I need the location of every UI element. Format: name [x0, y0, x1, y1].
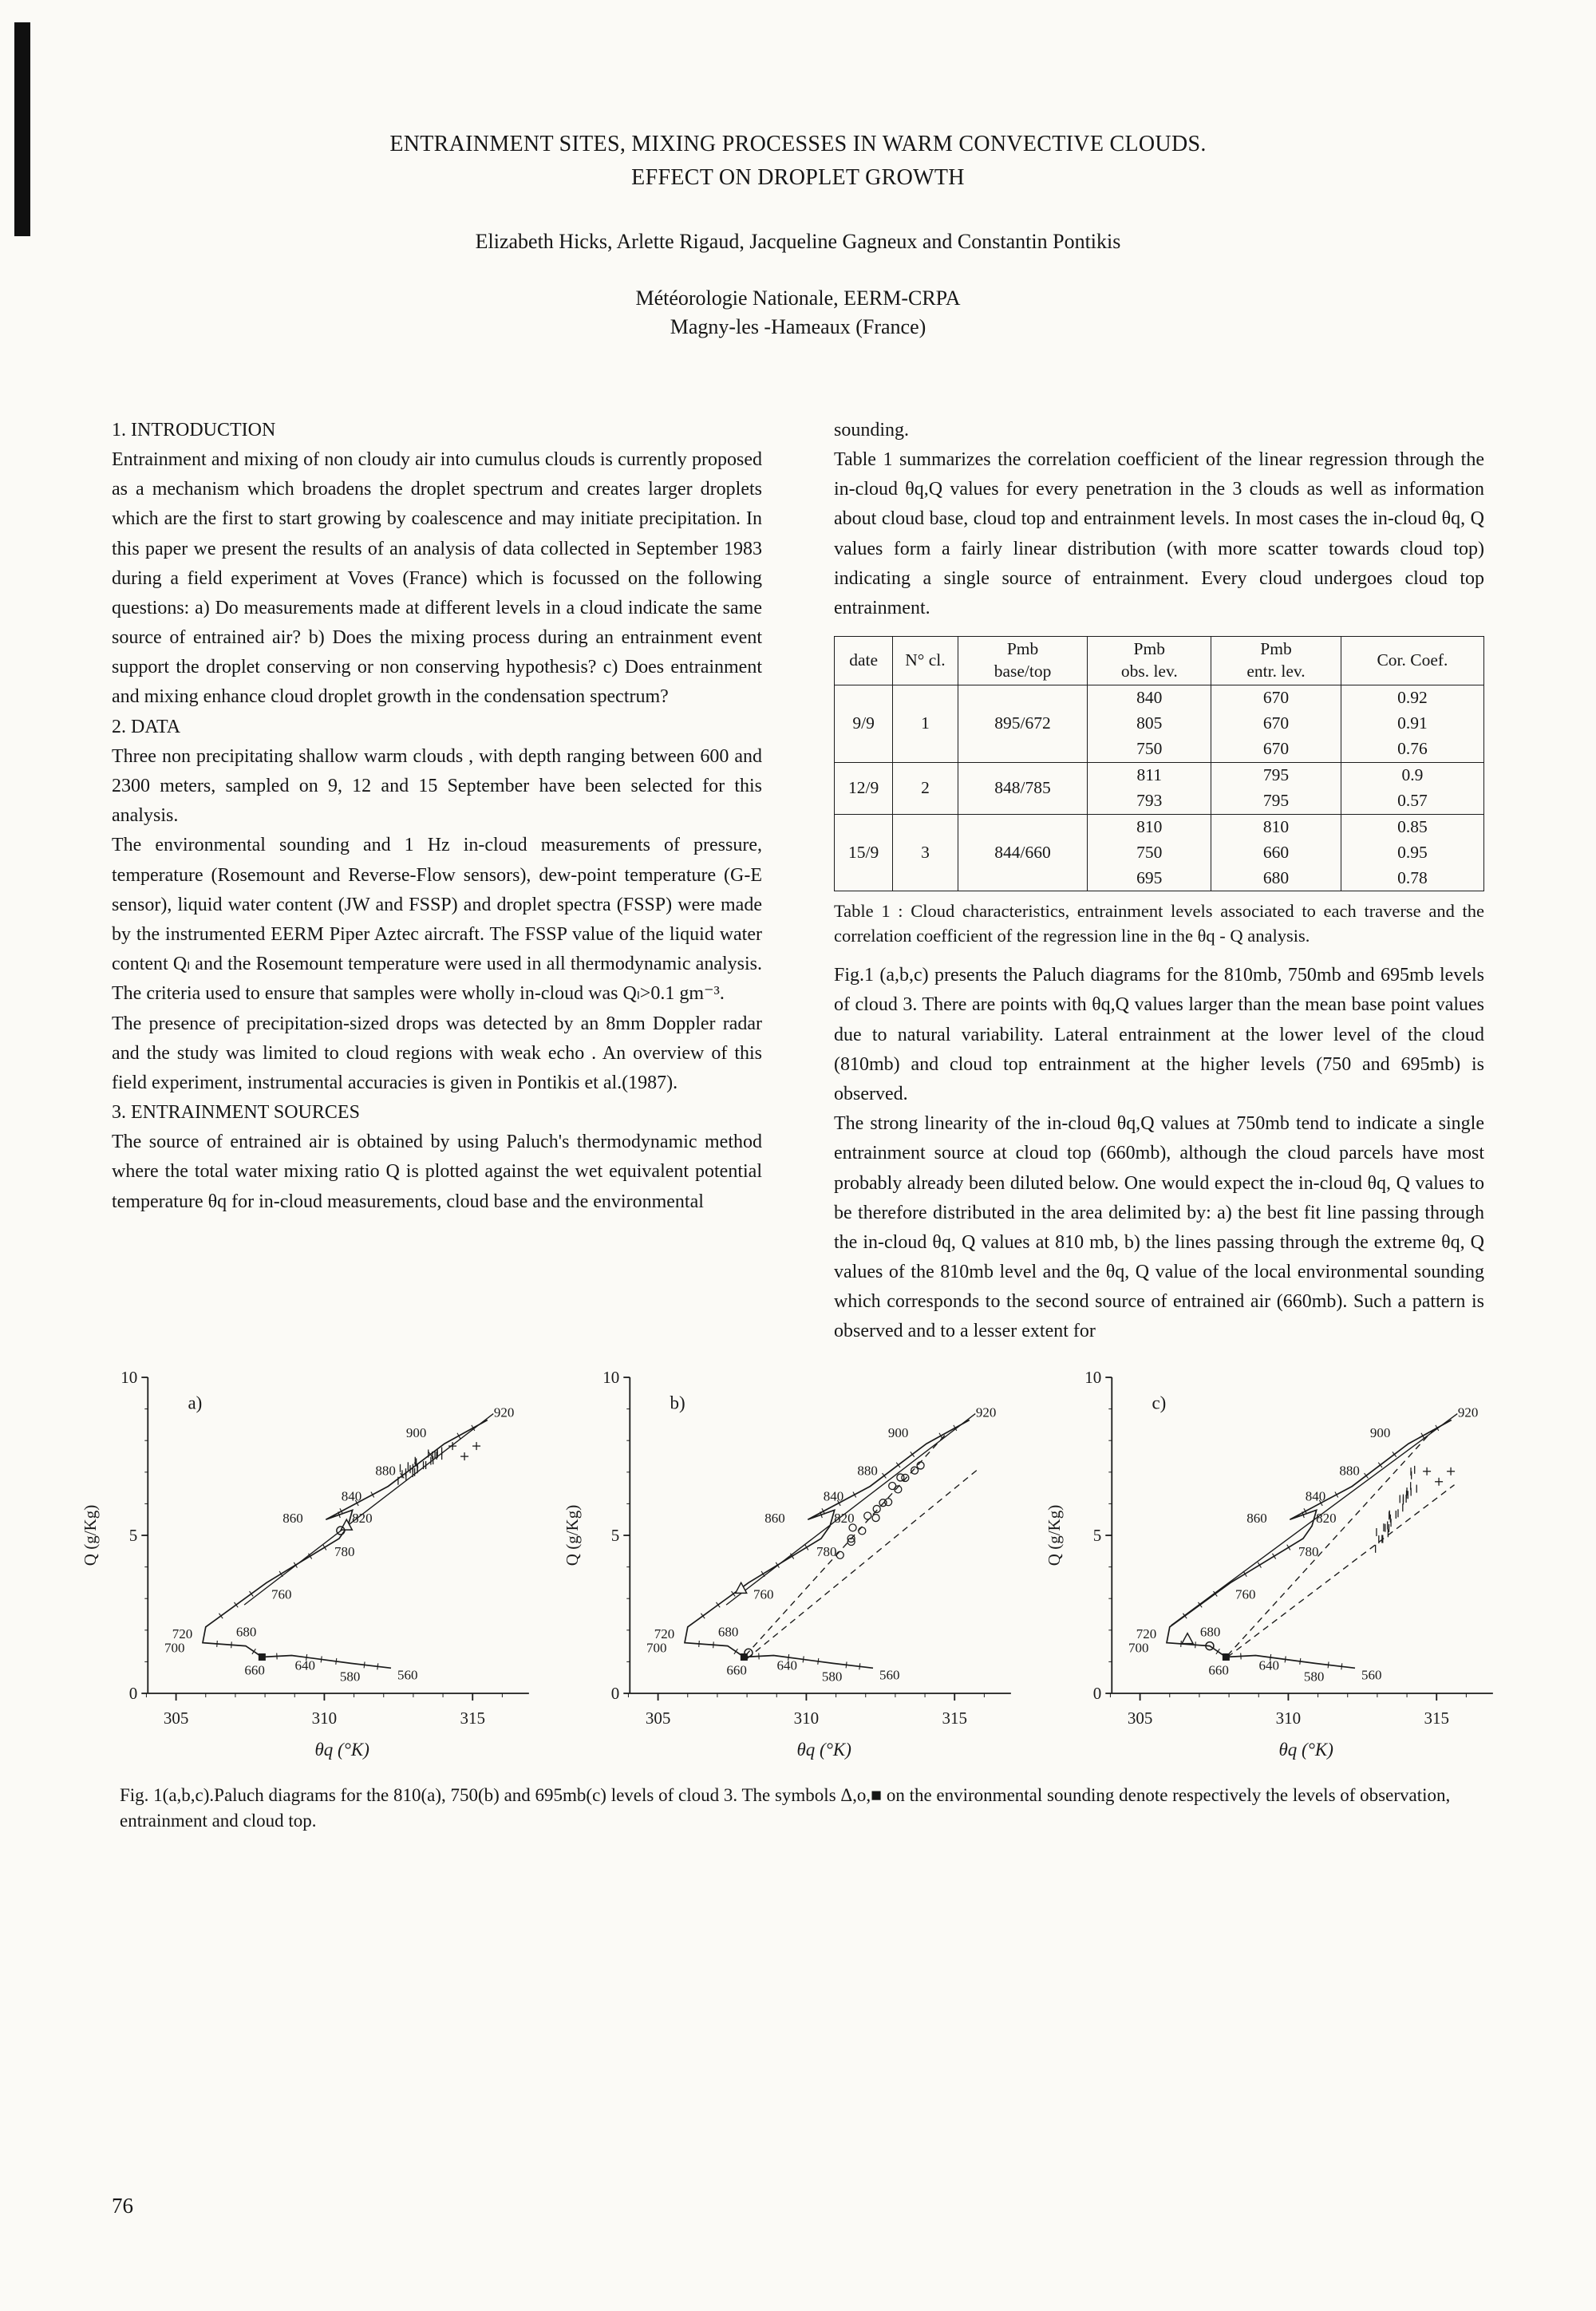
pressure-level-label: 780	[1298, 1543, 1319, 1559]
pressure-level-label: 680	[1199, 1624, 1221, 1640]
pressure-level-label: 700	[164, 1640, 185, 1656]
pressure-level-label: 820	[352, 1510, 373, 1526]
table-cell-entr-level: 680	[1211, 866, 1341, 891]
pressure-level-label: 560	[1361, 1666, 1382, 1682]
right-column-pre-table	[834, 416, 1484, 623]
table-cell-entr-level: 670	[1211, 737, 1341, 762]
table-header-line: date	[849, 650, 879, 670]
body-columns	[112, 416, 1484, 1347]
pressure-level-label: 560	[879, 1666, 900, 1682]
pressure-level-label: 720	[654, 1626, 675, 1641]
table-1-caption: Table 1 : Cloud characteristics, entrainment levels associated to each traverse and the correlation coefficient of the regression line in the θq - Q analysis.	[834, 901, 1484, 946]
pressure-level-label: 640	[294, 1657, 316, 1673]
pressure-level-label: 860	[282, 1510, 303, 1526]
affiliation	[0, 284, 1596, 342]
x-tick-label: 305	[645, 1708, 671, 1728]
pressure-level-label: 840	[1305, 1487, 1326, 1503]
table-cell-obs-level: 805	[1088, 711, 1211, 737]
paluch-diagram-750mb	[559, 1365, 1029, 1764]
pressure-level-label: 580	[339, 1669, 361, 1685]
table-cell-cor-coef: 0.78	[1341, 866, 1483, 891]
table-header-line: Pmb	[1133, 639, 1165, 659]
paragraph: The presence of precipitation-sized drops was detected by an 8mm Doppler radar and the study was limited to cloud regions with weak echo . An overview of this field experiment, instrumental accuracies is given in Pontikis et al.(1987).	[112, 1013, 762, 1093]
cloud-characteristics-table	[834, 636, 1484, 891]
paper-title	[0, 0, 1596, 195]
y-tick-label: 10	[120, 1367, 138, 1387]
right-column	[834, 416, 1484, 1347]
pressure-level-label: 700	[1128, 1640, 1149, 1656]
paragraph: The environmental sounding and 1 Hz in-cloud measurements of pressure, temperature (Rosemount and Reverse-Flow sensors), dew-point temperature (G-E sensor), liquid water content (JW and FSSP) and droplet spectra (FSSP) were made by the instrumented EERM Piper Aztec aircraft. The FSSP value of the liquid water content Qₗ and the Rosemount temperature were used in all thermodynamic analysis. The criteria used to ensure that samples were wholly in-cloud was Qₗ>0.1 gm⁻³.	[112, 835, 762, 1005]
affiliation-line1: Météorologie Nationale, EERM-CRPA	[635, 286, 961, 310]
table-cell-base-top: 895/672	[958, 685, 1088, 762]
paragraph: The strong linearity of the in-cloud θq,Q values at 750mb tend to indicate a single entrainment source at cloud top (660mb), although the cloud parcels have most probably already been diluted below. One would expect the in-cloud θq, Q values to be therefore distributed in the area delimited by: a) the best fit line passing through the in-cloud θq, Q values at 810 mb, b) the lines passing through the extreme θq, Q values of the 810mb level and the θq, Q value of the local environmental sounding which corresponds to the second source of entrained air (660mb). Such a pattern is observed and to a lesser extent for	[834, 1113, 1484, 1342]
y-tick-label: 10	[602, 1367, 620, 1387]
pressure-level-label: 900	[1369, 1424, 1391, 1440]
table-header-line: Cor. Coef.	[1377, 650, 1448, 670]
x-tick-label: 315	[460, 1708, 485, 1728]
pressure-level-label: 640	[776, 1657, 798, 1673]
observation-level-marker	[1182, 1633, 1193, 1643]
paragraph: Entrainment and mixing of non cloudy air into cumulus clouds is currently proposed as a mechanism which broadens the droplet spectrum and creates larger droplets which are the first to start growing by coalescence and may initiate precipitation. In this paper we present the results of an analysis of data collected in September 1983 during a field experiment at Voves (France) which is focussed on the following questions: a) Do measurements made at different levels in a cloud indicate the same source of entrained air? b) Does the mixing process during an entrainment event support the droplet conserving or non conserving hypothesis? c) Does entrainment and mixing enhance cloud droplet growth in the condensation spectrum?	[112, 448, 762, 708]
table-cell-entr-level: 660	[1211, 840, 1341, 866]
x-tick-label: 310	[311, 1708, 338, 1728]
table-cell-cor-coef: 0.92	[1341, 685, 1483, 710]
table-cell-date: 9/9	[835, 685, 893, 762]
pressure-level-label: 880	[857, 1463, 878, 1479]
table-cell-base-top: 848/785	[958, 762, 1088, 814]
table-header-line: obs. lev.	[1120, 662, 1178, 681]
figure-1-paluch-diagrams	[77, 1365, 1596, 1764]
pressure-level-label: 760	[1235, 1586, 1256, 1602]
table-cell-cor-coef: 0.76	[1341, 737, 1483, 762]
table-header-cell	[1211, 637, 1341, 685]
paragraph: The source of entrained air is obtained by using Paluch's thermodynamic method where the total water mixing ratio Q is plotted against the wet equivalent potential temperature θq for in-cloud measurements, cloud base and the environmental	[112, 1132, 762, 1212]
paragraph: Fig.1 (a,b,c) presents the Paluch diagrams for the 810mb, 750mb and 695mb levels of cloud 3. There are points with θq,Q values larger than the mean base point values due to natural variability. Lateral entrainment at the lower level of the cloud (810mb) and cloud top entrainment at the higher levels (750 and 695mb) is observed.	[834, 965, 1484, 1104]
scan-artifact	[14, 22, 30, 236]
y-tick-label: 5	[1092, 1525, 1102, 1545]
authors-line: Elizabeth Hicks, Arlette Rigaud, Jacqueline Gagneux and Constantin Pontikis	[475, 230, 1121, 253]
table-cell-obs-level: 793	[1088, 788, 1211, 814]
x-tick-label: 315	[942, 1708, 967, 1728]
table-header-line: Pmb	[1006, 639, 1039, 659]
pressure-level-label: 580	[821, 1669, 843, 1685]
paper-title-line2: EFFECT ON DROPLET GROWTH	[631, 165, 965, 190]
table-cell-cor-coef: 0.9	[1341, 762, 1483, 788]
pressure-level-label: 780	[816, 1543, 837, 1559]
paper-title-line1: ENTRAINMENT SITES, MIXING PROCESSES IN WARM CONVECTIVE CLOUDS.	[389, 132, 1207, 156]
panel-letter: b)	[670, 1393, 685, 1413]
pressure-level-label: 920	[493, 1404, 515, 1420]
table-header-line: entr. lev.	[1246, 662, 1306, 681]
pressure-level-label: 880	[375, 1463, 396, 1479]
pressure-level-label: 900	[405, 1424, 427, 1440]
table-cell-obs-level: 750	[1088, 840, 1211, 866]
paluch-diagram-695mb	[1041, 1365, 1511, 1764]
table-header-cell	[835, 637, 893, 685]
pressure-level-label: 560	[397, 1666, 418, 1682]
pressure-level-label: 920	[1457, 1404, 1479, 1420]
pressure-level-label: 660	[1208, 1662, 1229, 1678]
x-tick-label: 305	[163, 1708, 189, 1728]
y-axis-label: Q (g/Kg)	[563, 1504, 582, 1566]
paragraph: Table 1 summarizes the correlation coefficient of the linear regression through the in-cloud θq,Q values for every penetration in the 3 clouds as well as information about cloud base, cloud top and entrainment levels. In most cases the in-cloud θq, Q values form a fairly linear distribution (with more scatter towards cloud top) indicating a single source of entrainment. Every cloud undergoes cloud top entrainment.	[834, 448, 1484, 618]
table-header-line: base/top	[994, 662, 1052, 681]
paragraph: Three non precipitating shallow warm clouds , with depth ranging between 600 and 2300 meters, sampled on 9, 12 and 15 September have been selected for this analysis.	[112, 745, 762, 827]
table-cell-cloud-number: 1	[893, 685, 958, 762]
section-heading: 3. ENTRAINMENT SOURCES	[112, 1102, 360, 1124]
table-header-cell	[1341, 637, 1483, 685]
x-axis-label: θq (°K)	[314, 1739, 369, 1760]
table-header-line: N° cl.	[905, 650, 946, 670]
table-cell-obs-level: 810	[1088, 814, 1211, 839]
pressure-level-label: 860	[764, 1510, 785, 1526]
y-tick-label: 5	[128, 1525, 138, 1545]
pressure-level-label: 640	[1258, 1657, 1280, 1673]
pressure-level-label: 720	[1136, 1626, 1157, 1641]
pressure-level-label: 920	[975, 1404, 997, 1420]
x-axis-label: θq (°K)	[1278, 1739, 1333, 1760]
y-tick-label: 0	[128, 1683, 138, 1703]
pressure-level-label: 820	[834, 1510, 855, 1526]
pressure-level-label: 860	[1246, 1510, 1267, 1526]
pressure-level-label: 880	[1339, 1463, 1360, 1479]
cloud-top-marker	[1223, 1653, 1230, 1661]
observation-level-marker	[736, 1582, 747, 1593]
table-cell-obs-level: 811	[1088, 762, 1211, 788]
pressure-level-label: 660	[726, 1662, 747, 1678]
table-cell-cloud-number: 3	[893, 814, 958, 891]
table-cell-date: 12/9	[835, 762, 893, 814]
x-tick-label: 305	[1127, 1708, 1153, 1728]
affiliation-line2: Magny-les -Hameaux (France)	[670, 315, 926, 339]
x-axis-label: θq (°K)	[796, 1739, 851, 1760]
pressure-level-label: 680	[235, 1624, 257, 1640]
table-cell-entr-level: 670	[1211, 711, 1341, 737]
paluch-diagram-810mb	[77, 1365, 547, 1764]
table-header-line: Pmb	[1260, 639, 1292, 659]
table-cell-cor-coef: 0.95	[1341, 840, 1483, 866]
y-tick-label: 0	[1092, 1683, 1102, 1703]
table-cell-entr-level: 795	[1211, 762, 1341, 788]
section-heading: 2. DATA	[112, 716, 181, 737]
table-cell-entr-level: 670	[1211, 685, 1341, 710]
table-cell-cor-coef: 0.85	[1341, 814, 1483, 839]
table-cell-entr-level: 810	[1211, 814, 1341, 839]
table-cell-cor-coef: 0.91	[1341, 711, 1483, 737]
panel-letter: a)	[188, 1393, 203, 1413]
table-1-container	[834, 636, 1484, 891]
pressure-level-label: 820	[1316, 1510, 1337, 1526]
table-cell-base-top: 844/660	[958, 814, 1088, 891]
table-cell-cloud-number: 2	[893, 762, 958, 814]
right-column-post-table	[834, 961, 1484, 1346]
x-tick-label: 310	[793, 1708, 820, 1728]
y-tick-label: 0	[610, 1683, 620, 1703]
x-tick-label: 315	[1424, 1708, 1449, 1728]
table-cell-date: 15/9	[835, 814, 893, 891]
x-tick-label: 310	[1275, 1708, 1302, 1728]
table-header-cell	[958, 637, 1088, 685]
pressure-level-label: 700	[646, 1640, 667, 1656]
pressure-level-label: 660	[244, 1662, 265, 1678]
pressure-level-label: 760	[753, 1586, 774, 1602]
pressure-level-label: 840	[823, 1487, 844, 1503]
pressure-level-label: 840	[341, 1487, 362, 1503]
panel-letter: c)	[1152, 1393, 1167, 1413]
table-cell-obs-level: 840	[1088, 685, 1211, 710]
paragraph: sounding.	[834, 419, 910, 440]
pressure-level-label: 720	[172, 1626, 193, 1641]
y-tick-label: 5	[610, 1525, 620, 1545]
table-cell-cor-coef: 0.57	[1341, 788, 1483, 814]
figure-1-caption: Fig. 1(a,b,c).Paluch diagrams for the 810(a), 750(b) and 695mb(c) levels of cloud 3. The symbols Δ,o,■ on the environmental sounding denote respectively the levels of observation, entrainment and cloud top.	[120, 1784, 1451, 1831]
left-column	[112, 416, 762, 1347]
pressure-level-label: 900	[887, 1424, 909, 1440]
pressure-level-label: 760	[271, 1586, 292, 1602]
table-header-cell	[893, 637, 958, 685]
cloud-top-marker	[259, 1653, 266, 1661]
pressure-level-label: 580	[1303, 1669, 1325, 1685]
table-cell-entr-level: 795	[1211, 788, 1341, 814]
table-header-cell	[1088, 637, 1211, 685]
pressure-level-label: 680	[717, 1624, 739, 1640]
y-axis-label: Q (g/Kg)	[1045, 1504, 1064, 1566]
page-number: 76	[112, 2194, 133, 2218]
y-tick-label: 10	[1084, 1367, 1102, 1387]
y-axis-label: Q (g/Kg)	[81, 1504, 100, 1566]
section-heading: 1. INTRODUCTION	[112, 419, 276, 440]
table-cell-obs-level: 695	[1088, 866, 1211, 891]
pressure-level-label: 780	[334, 1543, 355, 1559]
table-cell-obs-level: 750	[1088, 737, 1211, 762]
cloud-top-marker	[741, 1653, 748, 1661]
observation-level-marker	[341, 1519, 352, 1530]
